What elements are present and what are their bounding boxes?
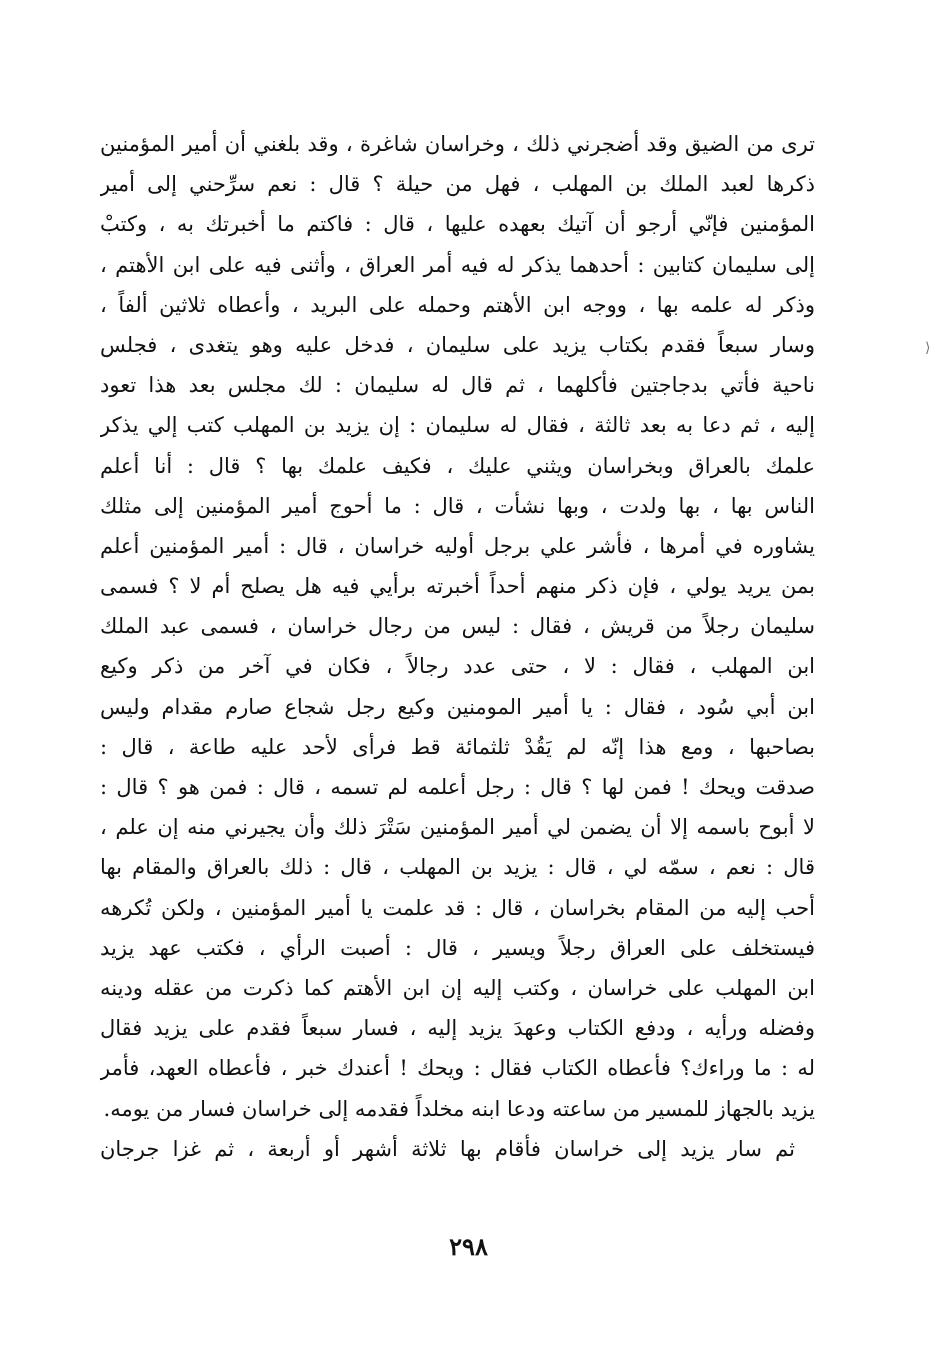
text-line: وسار سبعاً فقدم بكتاب يزيد على سليمان ، فدخل عليه وهو يتغدى ، فجلس bbox=[100, 332, 815, 357]
text-line: ترى من الضيق وقد أضجرني ذلك ، وخراسان شاغرة ، وقد بلغني أن أمير المؤمنين bbox=[100, 132, 815, 156]
text-line: قال : نعم ، سمّه لي ، قال : يزيد بن المهلب ، قال : ذلك بالعراق والمقام بها bbox=[100, 855, 815, 880]
text-line: سليمان رجلاً من قريش ، فقال : ليس من رجال خراسان ، فسمى عبد الملك bbox=[100, 614, 815, 639]
text-line: وفضله ورأيه ، ودفع الكتاب وعهدَ يزيد إليه ، فسار سبعاً فقدم على يزيد فقال bbox=[100, 1016, 815, 1041]
text-line: وذكر له علمه بها ، ووجه ابن الأهتم وحمله على البريد ، وأعطاه ثلاثين ألفاً ، bbox=[100, 292, 815, 317]
text-line: ابن أبي سُود ، فقال : يا أمير المومنين وكيع رجل شجاع صارم مقدام وليس bbox=[100, 694, 815, 719]
text-line: أحب إليه من المقام بخراسان ، قال : قد علمت يا أمير المؤمنين ، ولكن تُكرهه bbox=[100, 895, 815, 920]
text-line: صدقت ويحك ! فمن لها ؟ قال : رجل أعلمه لم تسمه ، قال : فمن هو ؟ قال : bbox=[100, 775, 815, 799]
page-number: ٢٩٨ bbox=[449, 1232, 488, 1261]
text-line: ابن المهلب ، فقال : لا ، حتى عدد رجالاً ، فكان في آخر من ذكر وكيع bbox=[100, 654, 815, 679]
text-line: ابن المهلب على خراسان ، وكتب إليه إن ابن الأهتم كما ذكرت من عقله ودينه bbox=[100, 975, 815, 1000]
text-line: المؤمنين فإنّي أرجو أن آتيك بعهده عليها ، قال : فاكتم ما أخبرتك به ، وكتبْ bbox=[100, 212, 815, 237]
text-line: الناس بها ، بها ولدت ، وبها نشأت ، قال : ما أحوج أمير المؤمنين إلى مثلك bbox=[100, 493, 815, 518]
text-line: ذكرها لعبد الملك بن المهلب ، فهل من حيلة ؟ قال : نعم سرِّحني إلى أمير bbox=[100, 172, 815, 197]
text-line: بمن يريد يولي ، فإن ذكر منهم أحداً أخبرته برأيي فيه هل يصلح أم لا ؟ فسمى bbox=[100, 574, 815, 599]
text-line: فيستخلف على العراق رجلاً ويسير ، قال : أصبت الرأي ، فكتب عهد يزيد bbox=[100, 935, 815, 960]
text-line: ثم سار يزيد إلى خراسان فأقام بها ثلاثة أشهر أو أربعة ، ثم غزا جرجان bbox=[100, 1136, 795, 1161]
text-line: علمك بالعراق وبخراسان ويثني عليك ، فكيف علمك بها ؟ قال : أنا أعلم bbox=[100, 453, 815, 478]
text-line: إلى سليمان كتابين : أحدهما يذكر له فيه أمر العراق ، وأثنى فيه على ابن الأهتم ، bbox=[100, 252, 815, 277]
body-text bbox=[100, 124, 815, 1169]
text-line: له : ما وراءك؟ فأعطاه الكتاب فقال : ويحك ! أعندك خبر ، فأعطاه العهد، فأمر bbox=[100, 1056, 815, 1081]
text-line: يزيد بالجهاز للمسير من ساعته ودعا ابنه مخلداً فقدمه إلى خراسان فسار من يومه. bbox=[103, 1096, 815, 1121]
text-line: ناحية فأتي بدجاجتين فأكلهما ، ثم قال له سليمان : لك مجلس بعد هذا تعود bbox=[100, 373, 815, 398]
text-line: إليه ، ثم دعا به بعد ثالثة ، فقال له سليمان : إن يزيد بن المهلب كتب إلي يذكر bbox=[100, 413, 815, 438]
text-line: يشاوره في أمرها ، فأشر علي برجل أوليه خراسان ، قال : أمير المؤمنين أعلم bbox=[100, 533, 815, 558]
margin-mark-icon: ⟩ bbox=[925, 340, 931, 356]
text-line: بصاحبها ، ومع هذا إنّه لم يَقُدْ ثلثمائة قط فرأى لأحد عليه طاعة ، قال : bbox=[100, 734, 815, 759]
text-line: لا أبوح باسمه إلا أن يضمن لي أمير المؤمنين سَتْرَ ذلك وأن يجيرني منه إن علم ، bbox=[100, 815, 815, 840]
